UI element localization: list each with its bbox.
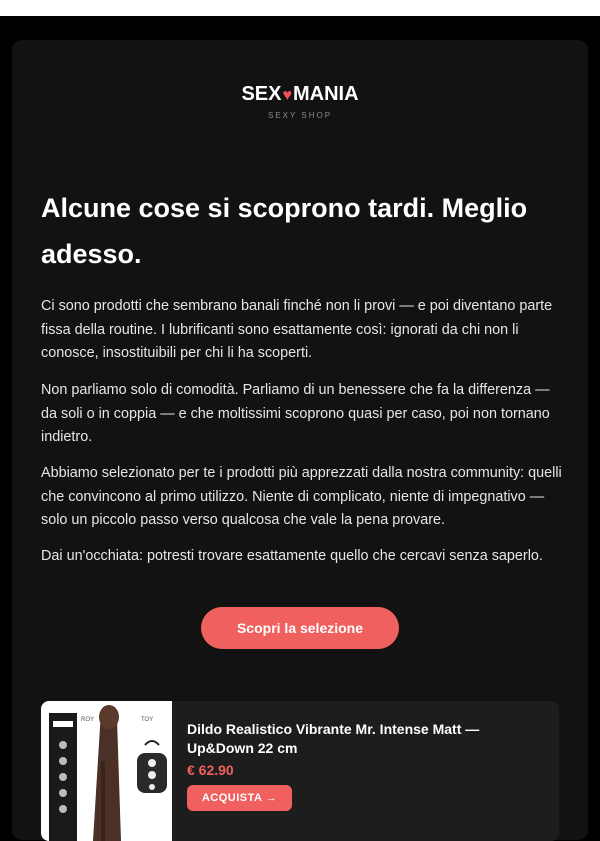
body-paragraph-2: Non parliamo solo di comodità. Parliamo di un benessere che fa la differenza — da soli o in coppia — e che moltissimi scoprono quasi per caso, poi non tornano indietro.: [41, 382, 550, 445]
logo-text-left: SEX: [241, 83, 282, 105]
discover-selection-button[interactable]: Scopri la selezione: [201, 607, 399, 649]
email-card: [12, 40, 588, 840]
svg-text:TOY: TOY: [141, 717, 154, 723]
body-paragraph-4: Dai un'occhiata: potresti trovare esattamente quello che cercavi senza saperlo.: [41, 548, 543, 564]
heart-icon: ♥: [282, 87, 292, 104]
logo-text-right: MANIA: [292, 83, 359, 105]
svg-text:ROY: ROY: [81, 717, 95, 723]
top-white-bar: [0, 0, 600, 16]
email-headline: Alcune cose si scoprono tardi. Meglio adesso.: [41, 193, 528, 269]
product-name[interactable]: Dildo Realistico Vibrante Mr. Intense Matt — Up&Down 22 cm: [187, 721, 480, 756]
brand-logo[interactable]: [12, 82, 588, 120]
body-paragraph-3: Abbiamo selezionato per te i prodotti più apprezzati dalla nostra community: quelli che convincono al primo utilizzo. Niente di complicato, niente di impegnativo — solo un piccolo passo verso qualcosa che vale la pena provare.: [41, 465, 562, 528]
body-paragraph-1: Ci sono prodotti che sembrano banali finché non li provi — e poi diventano parte fissa della routine. I lubrificanti sono esattamente così: ignorati da chi non li conosce, insostituibili per chi li ha scoperti.: [41, 298, 553, 361]
logo-wordmark: [12, 82, 588, 108]
product-price: € 62.90: [187, 762, 234, 778]
logo-tagline: SEXY SHOP: [267, 111, 333, 120]
buy-button[interactable]: ACQUISTA →: [187, 785, 292, 811]
product-image[interactable]: [41, 701, 172, 841]
product-card[interactable]: [41, 701, 559, 841]
